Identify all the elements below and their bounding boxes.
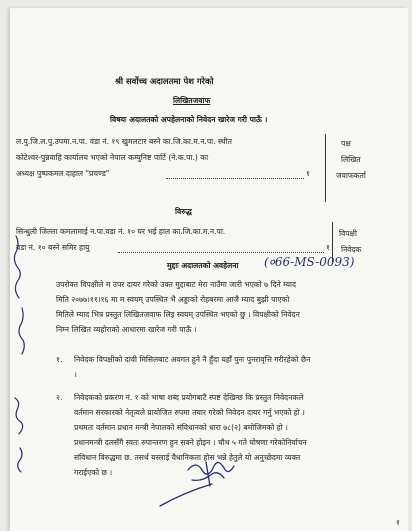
point-2-line-2: वर्तमान सरकारको नेतृत्वले प्रायोजित रुपमा तयार गरेको निवेदन दायर गर्नु भएको हो ।: [74, 408, 305, 417]
handwritten-marks: [10, 8, 408, 531]
respondent-role-2: लिखित: [341, 155, 361, 164]
document-title: श्री सर्वोच्च अदालतमा पेश गरेको: [115, 76, 214, 86]
respondent-line-3: अध्यक्ष पुष्पकमल दाहाल "प्रचण्ड": [16, 169, 110, 178]
page-number: १: [396, 518, 400, 527]
case-label: मुद्दाः अदालतको अवहेलना: [167, 261, 239, 270]
petitioner-line-2: वडा नं. १० बस्ने समिर हायु: [16, 243, 90, 252]
petitioner-role-1: विपक्षी: [339, 229, 357, 238]
point-1-line-1: निवेदक विपक्षीको दावी मिसिलबाट अवगत हुने नै हुँदा यहाँ पुनः पुनरावृत्ति गरीरहेको छैन: [74, 355, 311, 364]
point-2-line-6: गराईएको छ ।: [74, 468, 113, 477]
petitioner-role-2: निवेदक: [341, 245, 362, 254]
point-1-number: १.: [56, 355, 63, 364]
case-number-handwritten: (०66-MS-0093): [264, 255, 355, 269]
subject-line: विषयः अदालतको अपहेलनाको निवेदन खारेज गरी पाऊँ ।: [110, 115, 268, 124]
respondent-line-2: कोटेश्वर-पुन्नवाहि कार्यालय भएको नेपाल कम्युनिष्ट पार्टि (ने.क.पा.) का: [16, 153, 209, 162]
point-2-line-3: प्रथमतः वर्तमान प्रधान मन्त्री नेपालको संविधानको धारा ७८(२) बमोजिमको हो ।: [74, 423, 288, 432]
against-heading: विरुद्ध: [175, 207, 192, 216]
respondent-count: १: [306, 169, 310, 178]
petitioner-line-1: सिन्धुली जिल्ला कमलामाई न.पा.वडा नं. १० घर भई हाल का.जि.का.म.न.पा.: [16, 227, 226, 236]
intro-line-2: मिति २०७७।११।१६ मा म स्वयम् उपस्थित भै अड्डाको रोहबरमा आजै म्याद बुझी पाएको: [56, 295, 290, 304]
petitioner-count: १: [326, 243, 330, 252]
document-subtitle: लिखितजवाफ: [173, 96, 211, 105]
intro-line-1: उपरोक्त विपक्षीले म उपर दायर गरेको उक्त मुद्दाबाट मेरा नाउँमा जारी भएको ७ दिने म्याद: [56, 280, 296, 289]
point-1-line-2: ।: [74, 370, 77, 379]
point-2-line-1: निवेदकको प्रकरण नं. १ को भाषा शब्द प्रयोगबाटै स्पष्ट देखिन्छ कि प्रस्तुत निवेदनकले: [74, 393, 304, 402]
intro-line-3: मितिले म्याद भित्र प्रस्तुत लिखितजवाफ लिइ स्वयम् उपस्थित भएको छु । विपक्षीको निवेदन: [56, 310, 300, 319]
point-2-line-4: प्रधानमन्त्री दलसँगै स्वतः रुपान्तरण हुन सक्ने होइन । चौथ ५ गते घोषणा गरेकोनिर्वाचन: [74, 438, 307, 447]
signature: [160, 462, 234, 506]
respondent-role-3: जवाफकर्ता: [336, 171, 366, 180]
respondent-line-1: ल.पु.जि.ल.पु.उपमा.न.पा. वडा नं. १९ खुमलटार बस्ने का.जि.का.म.न.पा. स्थीत: [16, 137, 232, 146]
document-page: [10, 8, 408, 531]
point-2-number: २.: [56, 393, 63, 402]
intro-line-4: निम्न लिखित व्यहोराको आधारमा खारेज गरी पाऊँ ।: [56, 325, 197, 334]
point-2-line-5: संविधान विरुद्धमा छ. तसर्थ यस्लाई वैधानिकता होस भन्ने हेतुले यो अनुच्छेदमा व्यक्त: [74, 453, 301, 462]
margin-scribble: [14, 236, 24, 472]
respondent-role-1: पक्ष: [341, 139, 351, 148]
